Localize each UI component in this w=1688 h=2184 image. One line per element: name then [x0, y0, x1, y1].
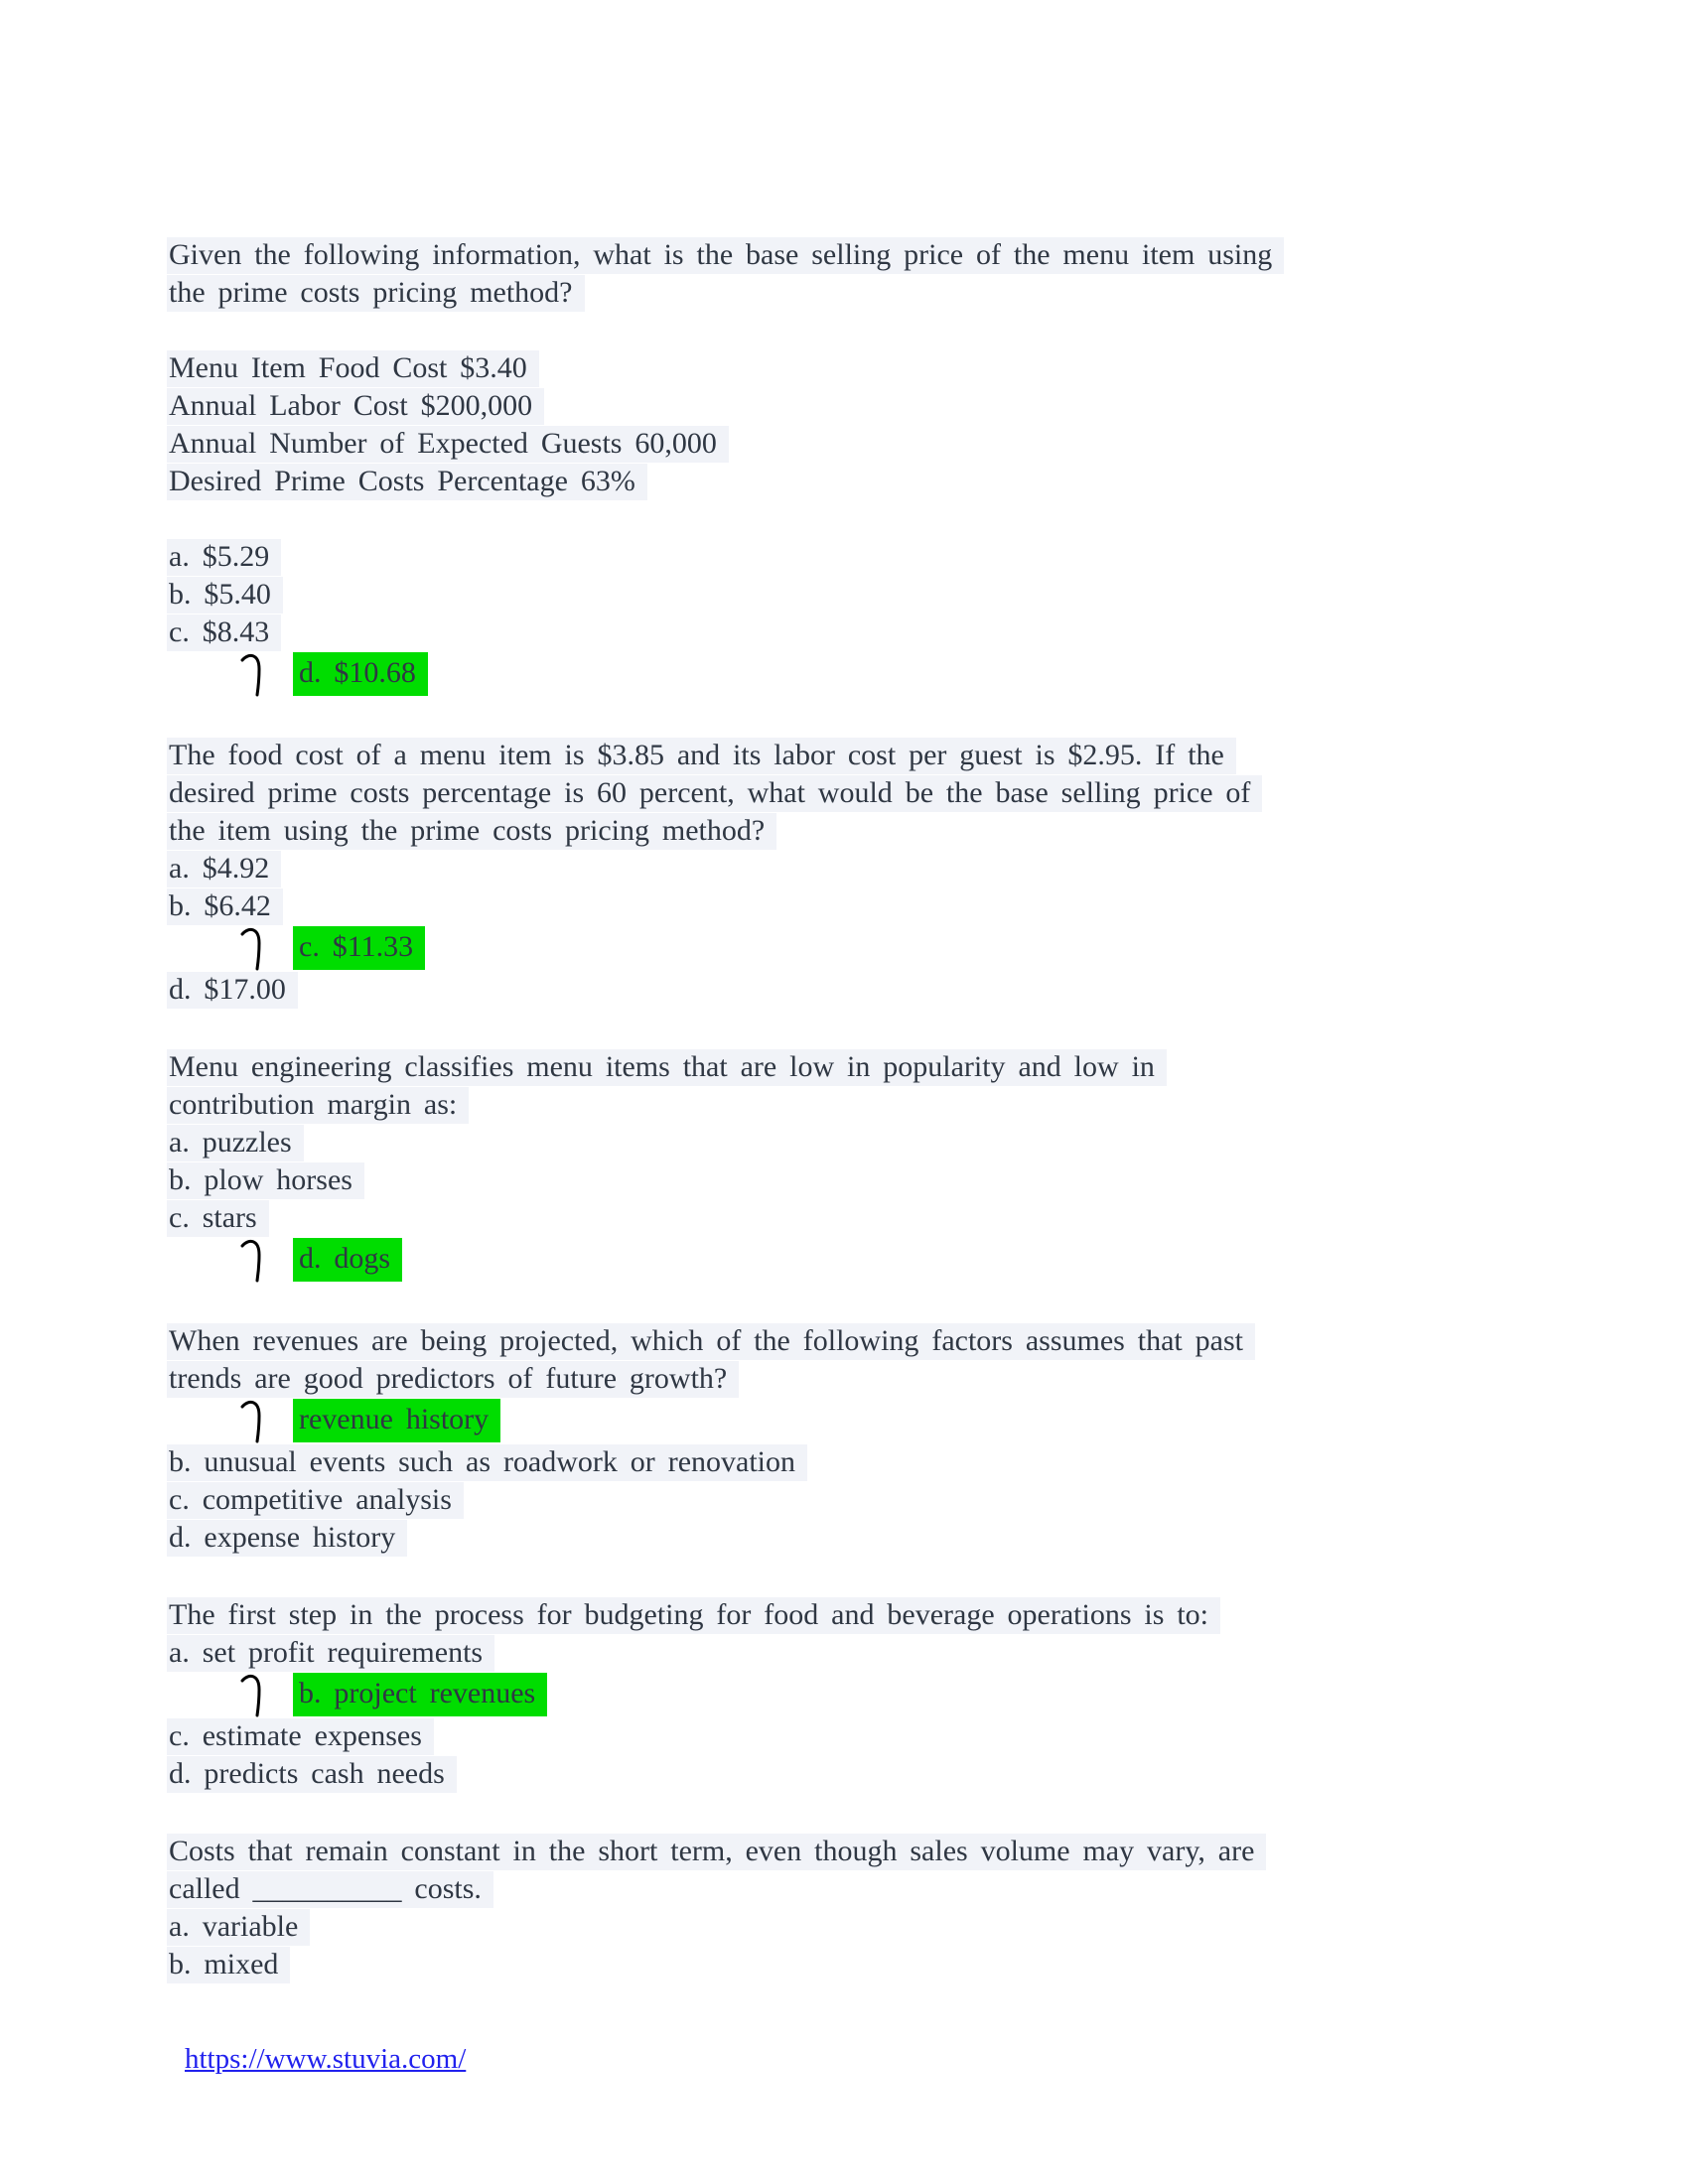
answer-options [167, 538, 1519, 697]
correct-answer-text: c. $11.33 [293, 926, 425, 970]
text-line: b. mixed [167, 1947, 290, 1983]
text-line: Menu engineering classifies menu items that are low in popularity and low in [167, 1049, 1167, 1086]
text-line: Annual Number of Expected Guests 60,000 [167, 426, 729, 463]
checkmark-icon [239, 925, 265, 971]
text-line: trends are good predictors of future growth? [167, 1361, 739, 1398]
answer-option: a. set profit requirements [167, 1635, 494, 1672]
answer-options [167, 1634, 1519, 1793]
answer-options [167, 1398, 1519, 1557]
answer-option: d. expense history [167, 1520, 407, 1557]
checkmark-icon [239, 1237, 265, 1283]
answer-option: b. $6.42 [167, 888, 283, 925]
text-line: Given the following information, what is the base selling price of the menu item using [167, 237, 1284, 274]
question-paragraph [167, 1048, 1519, 1124]
text-line: a. variable [167, 1909, 310, 1946]
text-line: desired prime costs percentage is 60 percent, what would be the base selling price of [167, 775, 1262, 812]
text-line: Costs that remain constant in the short term, even though sales volume may vary, are [167, 1834, 1266, 1870]
correct-answer-row [239, 1237, 1519, 1283]
question-block-6 [167, 1833, 1519, 1983]
text-line: the prime costs pricing method? [167, 275, 585, 312]
checkmark-icon [239, 1672, 265, 1717]
correct-answer-text: b. project revenues [293, 1673, 547, 1716]
checkmark-icon [239, 1398, 265, 1443]
text-line: When revenues are being projected, which of the following factors assumes that past [167, 1323, 1255, 1360]
answer-option: c. competitive analysis [167, 1482, 464, 1519]
text-line: called __________ costs. [167, 1871, 493, 1908]
text-line: Menu Item Food Cost $3.40 [167, 350, 539, 387]
answer-option: b. unusual events such as roadwork or renovation [167, 1444, 807, 1481]
correct-answer-text: revenue history [293, 1399, 500, 1442]
correct-answer-row [239, 651, 1519, 697]
question-block-2 [167, 737, 1519, 1009]
correct-answer-text: d. $10.68 [293, 652, 428, 696]
correct-answer-row [239, 1398, 1519, 1443]
answer-option: a. $5.29 [167, 539, 281, 576]
question-paragraph [167, 1322, 1519, 1398]
question-paragraph [167, 349, 1519, 500]
text-line: Desired Prime Costs Percentage 63% [167, 464, 647, 500]
text-line: the item using the prime costs pricing method? [167, 813, 776, 850]
text-line: The food cost of a menu item is $3.85 and its labor cost per guest is $2.95. If the [167, 738, 1236, 774]
answer-option: c. stars [167, 1200, 269, 1237]
answer-option: c. estimate expenses [167, 1718, 434, 1755]
text-line: The first step in the process for budgeting for food and beverage operations is to: [167, 1597, 1220, 1634]
answer-option: a. puzzles [167, 1125, 304, 1161]
question-paragraph [167, 737, 1519, 850]
answer-option: d. $17.00 [167, 972, 298, 1009]
question-block-5 [167, 1596, 1519, 1793]
stuvia-link[interactable]: https://www.stuvia.com/ [185, 2043, 467, 2075]
answer-option: a. $4.92 [167, 851, 281, 887]
question-paragraph [167, 1596, 1519, 1634]
correct-answer-row [239, 925, 1519, 971]
answer-option: b. $5.40 [167, 577, 283, 614]
question-paragraph [167, 236, 1519, 312]
question-block-1 [167, 236, 1519, 697]
text-line: Annual Labor Cost $200,000 [167, 388, 544, 425]
checkmark-icon [239, 651, 265, 697]
page-footer [185, 2043, 466, 2076]
answer-option: b. plow horses [167, 1162, 364, 1199]
question-block-3 [167, 1048, 1519, 1283]
answer-option: c. $8.43 [167, 614, 281, 651]
answer-options [167, 1124, 1519, 1283]
correct-answer-row [239, 1672, 1519, 1717]
correct-answer-text: d. dogs [293, 1238, 402, 1282]
text-line: contribution margin as: [167, 1087, 469, 1124]
question-block-4 [167, 1322, 1519, 1557]
question-paragraph [167, 1833, 1519, 1983]
answer-options [167, 850, 1519, 1009]
answer-option: d. predicts cash needs [167, 1756, 457, 1793]
